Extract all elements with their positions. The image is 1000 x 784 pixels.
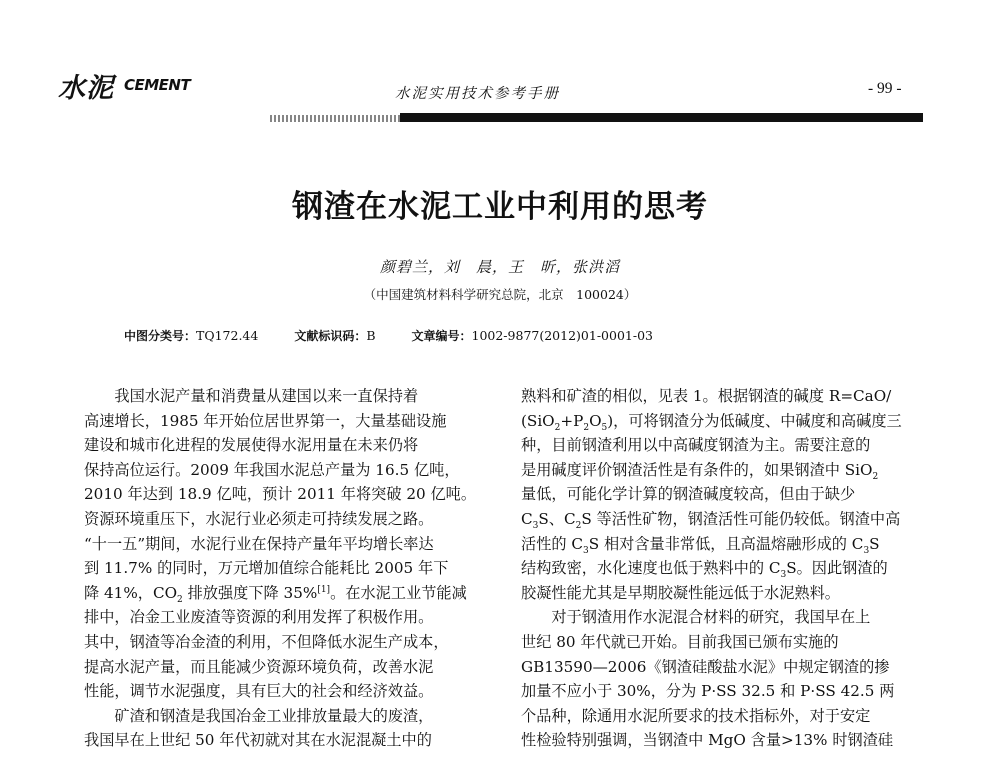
body-column-right	[521, 384, 933, 753]
text-line: 其中，钢渣等冶金渣的利用，不但降低水泥生产成本，	[84, 632, 449, 651]
text-line: 资源环境重压下，水泥行业必须走可持续发展之路。	[84, 509, 434, 528]
text-line: 高速增长，1985 年开始位居世界第一，大量基础设施	[84, 411, 447, 430]
page-number: - 99 -	[868, 80, 902, 97]
doc-code-label: 文献标识码：	[294, 329, 367, 343]
text-line: 性能，调节水泥强度，具有巨大的社会和经济效益。	[84, 682, 434, 701]
text-line: $(SiO_2+P_2O_5)$，可将钢渣分为低碱度、中碱度和高碱度三	[521, 411, 902, 433]
text-line: 量低，可能化学计算的钢渣碱度较高，但由于缺少	[521, 485, 856, 504]
article-title: 钢渣在水泥工业中利用的思考	[292, 189, 708, 225]
text-line: “十一五”期间，水泥行业在保持产量年平均增长率达	[84, 534, 434, 553]
text-line: 熟料和矿渣的相似，见表 1。根据钢渣的碱度 R=CaO/	[521, 387, 892, 405]
article-no-value: 1002-9877(2012)01-0001-03	[471, 328, 653, 343]
article-metadata	[124, 327, 653, 344]
text-line: 2010 年达到 18.9 亿吨，预计 2011 年将突破 20 亿吨。	[84, 485, 477, 504]
text-line: 保持高位运行。2009 年我国水泥总产量为 16.5 亿吨，	[84, 460, 460, 479]
text-line: 建设和城市化进程的发展使得水泥用量在未来仍将	[84, 436, 419, 455]
article-no-label: 文章编号：	[411, 329, 472, 343]
text-line: 排中，冶金工业废渣等资源的利用发挥了积极作用。	[84, 608, 434, 627]
text-line: 加量不应小于 30%，分为 P·SS 32.5 和 P·SS 42.5 两	[521, 682, 895, 701]
text-line: GB13590—2006《钢渣硅酸盐水泥》中规定钢渣的掺	[521, 657, 890, 676]
journal-name: 水泥实用技术参考手册	[395, 86, 560, 102]
text-line: 种，目前钢渣利用以中高碱度钢渣为主。需要注意的	[521, 436, 871, 455]
clc-label: 中图分类号：	[124, 329, 197, 343]
header-rule-dotted	[270, 115, 420, 122]
text-line: 个品种，除通用水泥所要求的技术指标外，对于安定	[521, 706, 871, 725]
journal-logo-chinese: 水泥	[58, 73, 114, 104]
header-rule	[400, 113, 923, 122]
text-line: 对于钢渣用作水泥混合材料的研究，我国早在上	[551, 608, 871, 627]
text-line: $C_3S$、$C_2S$ 等活性矿物，钢渣活性可能仍较低。钢渣中高	[521, 509, 901, 531]
text-line: 到 11.7% 的同时，万元增加值综合能耗比 2005 年下	[84, 559, 449, 578]
text-line: 结构致密，水化速度也低于熟料中的 $C_3S$。因此钢渣的	[521, 559, 888, 581]
text-line: 性检验特别强调，当钢渣中 MgO 含量>13% 时钢渣硅	[521, 731, 894, 750]
text-line: 世纪 80 年代就已开始。目前我国已颁布实施的	[521, 632, 839, 651]
text-line: 是用碱度评价钢渣活性是有条件的，如果钢渣中 SiO$_2$	[521, 460, 879, 482]
text-line: 降 41%，$CO_2$ 排放强度下降 35%[1]。在水泥工业节能减	[84, 583, 467, 605]
doc-code-value: B	[366, 328, 376, 343]
text-line: 提高水泥产量，而且能减少资源环境负荷，改善水泥	[84, 657, 434, 676]
text-line: 胶凝性能尤其是早期胶凝性能远低于水泥熟料。	[521, 583, 840, 602]
text-line: 我国早在上世纪 50 年代初就对其在水泥混凝土中的	[84, 731, 432, 750]
author-affiliation: （中国建筑材料科学研究总院，北京 100024）	[363, 287, 637, 302]
text-line: 我国水泥产量和消费量从建国以来一直保持着	[114, 387, 419, 405]
body-column-left	[84, 384, 496, 753]
text-line: 活性的 $C_3S$ 相对含量非常低，且高温熔融形成的 $C_3S$	[521, 534, 880, 556]
journal-logo-english: CEMENT	[124, 76, 191, 94]
clc-value: TQ172.44	[196, 328, 259, 343]
text-line: 矿渣和钢渣是我国冶金工业排放量最大的废渣，	[114, 706, 434, 725]
article-authors: 颜碧兰，刘 晨，王 昕，张洪滔	[379, 258, 620, 276]
